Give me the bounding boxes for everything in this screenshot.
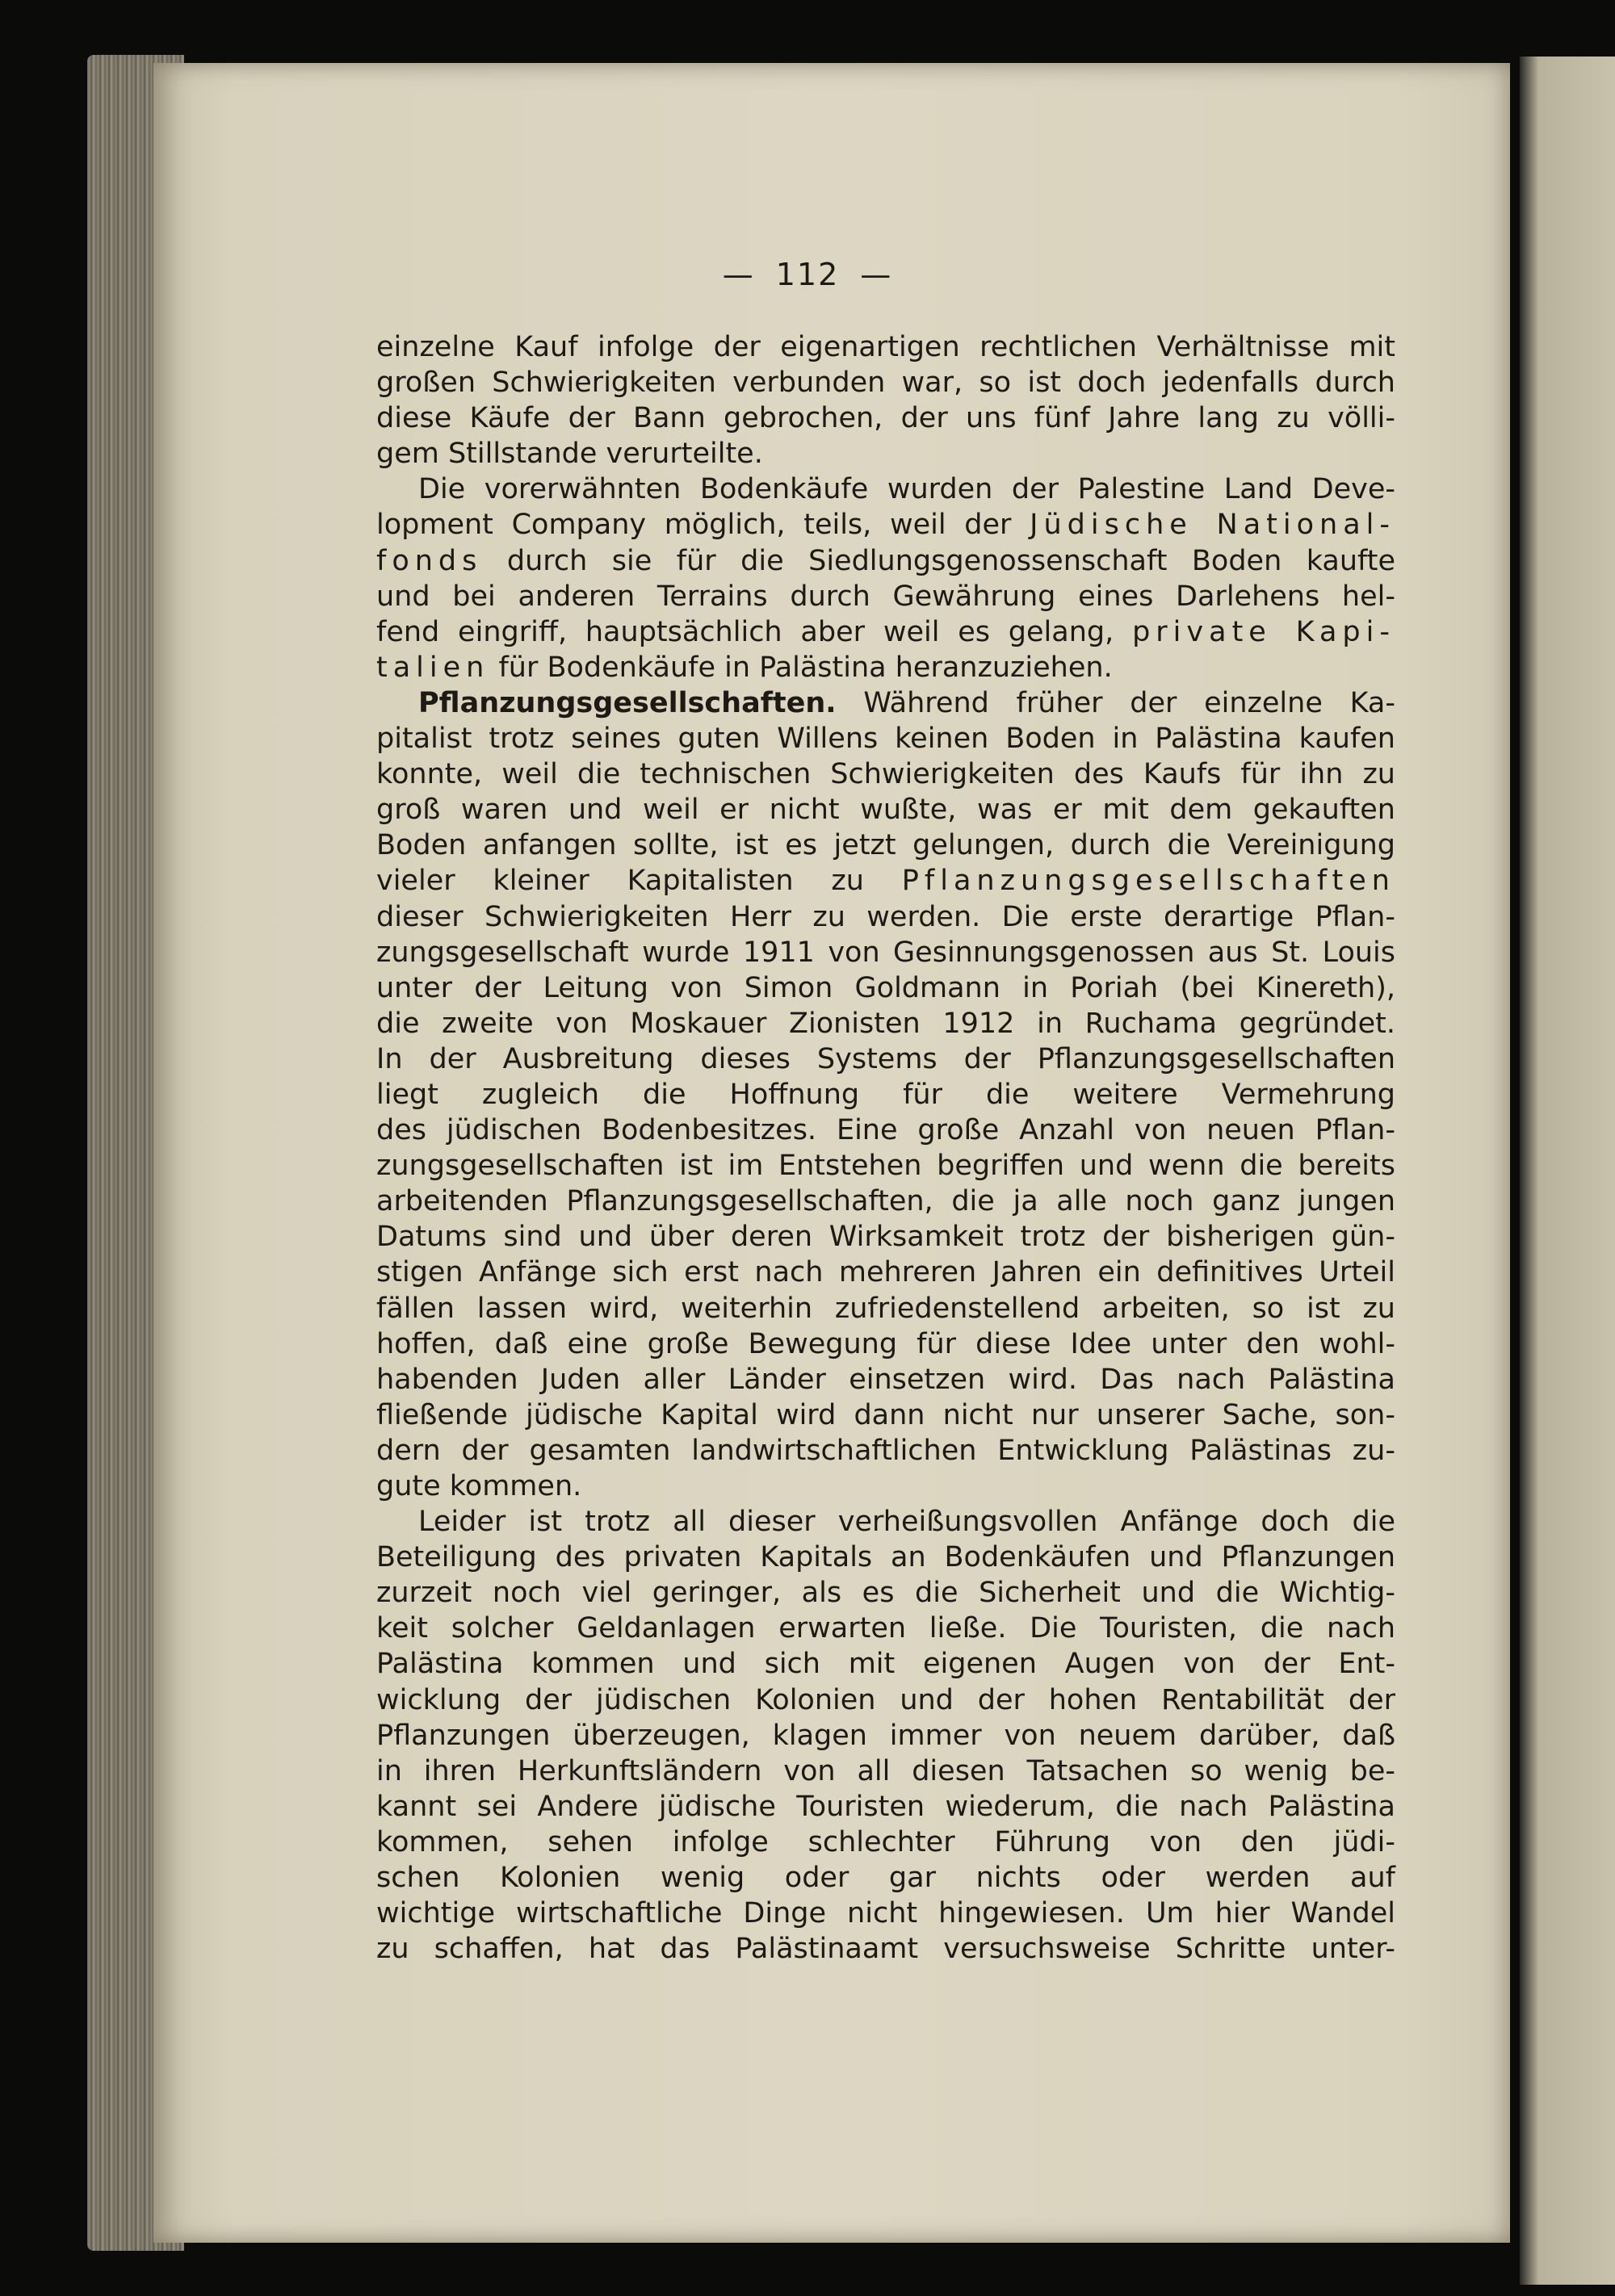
folio-dash-left: — [722, 257, 755, 292]
text-segment: lopment Company möglich, teils, weil der [376, 509, 1012, 542]
text-line: stigen Anfänge sich erst nach mehreren Jahren ein definitives Urteil [376, 1256, 1395, 1289]
text-line: keit solcher Geldanlagen erwarten ließe. Die Touristen, die nach [376, 1612, 1395, 1645]
text-line: dieser Schwierigkeiten Herr zu werden. Die erste derartige Pflan- [376, 900, 1395, 933]
text-line: pitalist trotz seines guten Willens keinen Boden in Palästina kaufen [376, 723, 1395, 756]
text-line: fließende jüdische Kapital wird dann nicht nur unserer Sache, son- [376, 1398, 1395, 1431]
text-line: die zweite von Moskauer Zionisten 1912 in Ruchama gegründet. [376, 1007, 1395, 1040]
text-line [376, 650, 1395, 685]
text-line [376, 507, 1395, 543]
text-line: einzelne Kauf infolge der eigenartigen rechtlichen Verhältnisse mit [376, 331, 1395, 363]
emphasis-pflanzungsgesellschaften: Pflanzungsgesellschaften [901, 865, 1395, 898]
text-line: zurzeit noch viel geringer, als es die Sicherheit und die Wichtig- [376, 1577, 1395, 1610]
text-segment: Während früher der einzelne Ka- [863, 686, 1395, 719]
text-line: und bei anderen Terrains durch Gewährung eines Darlehens hel- [376, 580, 1395, 613]
text-line: diese Käufe der Bann gebrochen, der uns fünf Jahre lang zu völli- [376, 402, 1395, 435]
text-line: schen Kolonien wenig oder gar nichts oder werden auf [376, 1862, 1395, 1895]
text-line: zungsgesellschaft wurde 1911 von Gesinnungsgenossen aus St. Louis [376, 936, 1395, 969]
text-line: kommen, sehen infolge schlechter Führung von den jüdi- [376, 1825, 1395, 1858]
text-line [376, 543, 1395, 579]
text-line: in ihren Herkunftsländern von all diesen Tatsachen so wenig be- [376, 1754, 1395, 1787]
text-line: wicklung der jüdischen Kolonien und der hohen Rentabilität der [376, 1683, 1395, 1716]
text-line: Beteiligung des privaten Kapitals an Bodenkäufen und Pflanzungen [376, 1541, 1395, 1574]
text-line: unter der Leitung von Simon Goldmann in Poriah (bei Kinereth), [376, 971, 1395, 1004]
text-line: kannt sei Andere jüdische Touristen wiederum, die nach Palästina [376, 1790, 1395, 1823]
emphasis-national-fund: Jüdische National- [1030, 509, 1395, 542]
text-line: fällen lassen wird, weiterhin zufriedenstellend arbeiten, so ist zu [376, 1292, 1395, 1325]
emphasis-private-capital: private Kapi- [1132, 615, 1395, 648]
text-line: Palästina kommen und sich mit eigenen Augen von der Ent- [376, 1648, 1395, 1681]
text-line: Die vorerwähnten Bodenkäufe wurden der Palestine Land Deve- [418, 473, 1395, 506]
section-heading-pflanzungsgesellschaften: Pflanzungsgesellschaften. [418, 686, 837, 719]
text-line: großen Schwierigkeiten verbunden war, so ist doch jedenfalls durch [376, 367, 1395, 400]
text-segment: durch sie für die Siedlungsgenossenschaft Boden kaufte [506, 544, 1395, 577]
emphasis-fonds: fonds [376, 544, 483, 577]
page-number-header [0, 257, 1615, 292]
text-line: In der Ausbreitung dieses Systems der Pflanzungsgesellschaften [376, 1042, 1395, 1075]
text-segment: vieler kleiner Kapitalisten zu [376, 865, 864, 898]
text-segment: für Bodenkäufe in Palästina heranzuziehen. [498, 651, 1113, 684]
text-line: Leider ist trotz all dieser verheißungsvollen Anfänge doch die [418, 1506, 1395, 1539]
text-line: Boden anfangen sollte, ist es jetzt gelungen, durch die Vereinigung [376, 829, 1395, 862]
text-line: Datums sind und über deren Wirksamkeit trotz der bisherigen gün- [376, 1221, 1395, 1254]
text-line: groß waren und weil er nicht wußte, was er mit dem gekauften [376, 794, 1395, 827]
facing-page-edge [1520, 57, 1615, 2285]
text-line: Pflanzungen überzeugen, klagen immer von neuem darüber, daß [376, 1719, 1395, 1752]
text-line: liegt zugleich die Hoffnung für die weitere Vermehrung [376, 1078, 1395, 1111]
text-line [376, 863, 1395, 899]
text-line [376, 614, 1395, 650]
text-line: des jüdischen Bodenbesitzes. Eine große Anzahl von neuen Pflan- [376, 1114, 1395, 1147]
text-line: zu schaffen, hat das Palästinaamt versuchsweise Schritte unter- [376, 1933, 1395, 1966]
text-line: konnte, weil die technischen Schwierigkeiten des Kaufs für ihn zu [376, 758, 1395, 791]
text-line: gute kommen. [376, 1470, 582, 1502]
text-line: arbeitenden Pflanzungsgesellschaften, die ja alle noch ganz jungen [376, 1185, 1395, 1218]
text-line: habenden Juden aller Länder einsetzen wird. Das nach Palästina [376, 1363, 1395, 1396]
text-line: hoffen, daß eine große Bewegung für diese Idee unter den wohl- [376, 1327, 1395, 1360]
text-line: wichtige wirtschaftliche Dinge nicht hingewiesen. Um hier Wandel [376, 1897, 1395, 1930]
text-line: dern der gesamten landwirtschaftlichen Entwicklung Palästinas zu- [376, 1434, 1395, 1467]
emphasis-talien: talien [376, 651, 490, 684]
text-line: gem Stillstande verurteilte. [376, 438, 763, 471]
page-number: 112 [775, 257, 840, 292]
text-segment: fend eingriff, hauptsächlich aber weil es gelang, [376, 615, 1114, 648]
body-text [376, 329, 1395, 1967]
text-line [376, 685, 1395, 721]
text-line: zungsgesellschaften ist im Entstehen begriffen und wenn die bereits [376, 1150, 1395, 1183]
folio-dash-right: — [860, 257, 893, 292]
